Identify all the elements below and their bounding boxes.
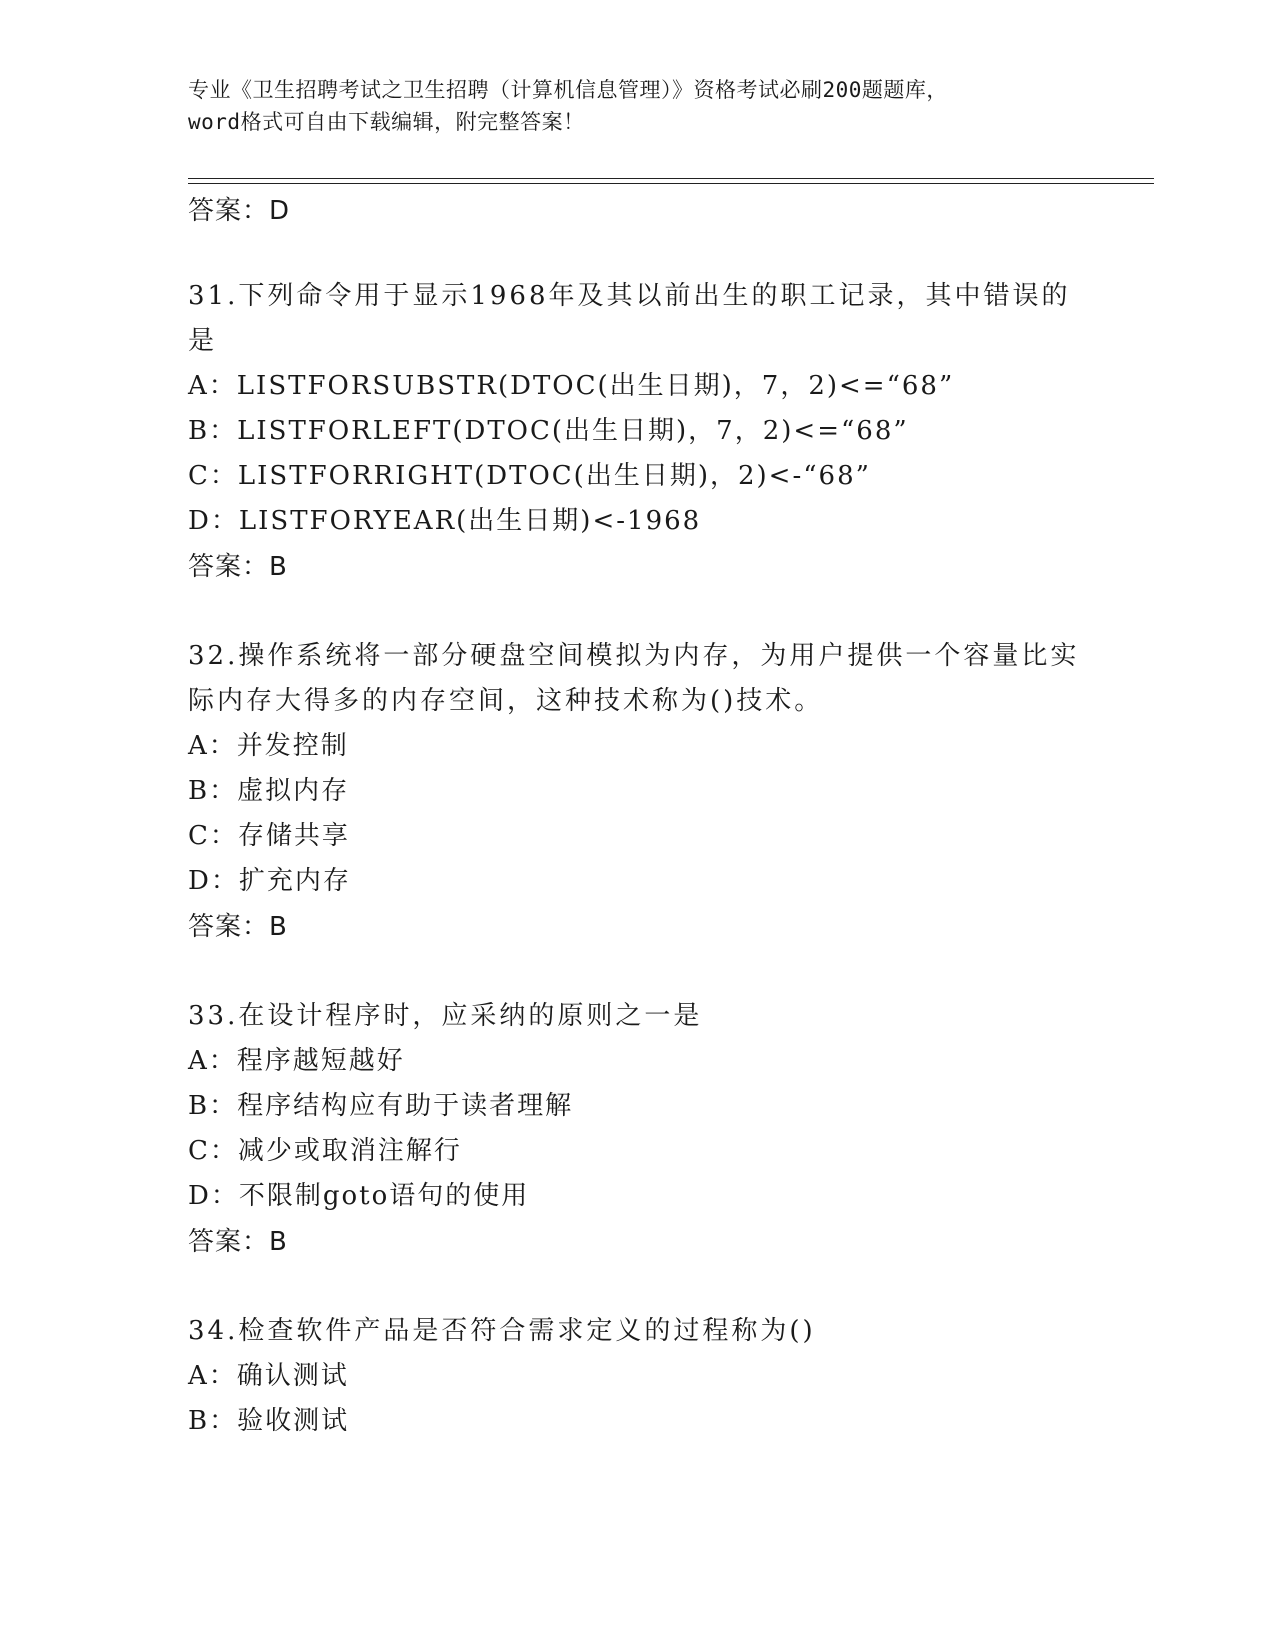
option-b: B：验收测试 — [188, 1406, 350, 1436]
header-line-2: word格式可自由下载编辑，附完整答案！ — [188, 110, 585, 134]
question-stem: 32.操作系统将一部分硬盘空间模拟为内存，为用户提供一个容量比实 — [188, 641, 1080, 671]
question-block-31 — [188, 274, 1088, 590]
question-block-33 — [188, 994, 1088, 1265]
document-body — [188, 188, 1088, 1444]
question-stem: 31.下列命令用于显示1968年及其以前出生的职工记录，其中错误的 — [188, 281, 1071, 311]
question-stem-continued: 是 — [188, 326, 218, 356]
document-header — [188, 74, 1088, 138]
option-b: B：虚拟内存 — [188, 776, 350, 806]
option-a: A：程序越短越好 — [188, 1046, 405, 1076]
header-line-1: 专业《卫生招聘考试之卫生招聘（计算机信息管理）》资格考试必刷200题题库， — [188, 78, 948, 102]
option-d: D：不限制goto语句的使用 — [188, 1181, 530, 1211]
option-a: A：LISTFORSUBSTR(DTOC(出生日期)，7，2)<=“68” — [188, 371, 955, 401]
option-a: A：并发控制 — [188, 731, 349, 761]
option-c: C：LISTFORRIGHT(DTOC(出生日期)，2)<-“68” — [188, 461, 871, 491]
answer-text: 答案：B — [188, 552, 288, 582]
option-d: D：扩充内存 — [188, 866, 351, 896]
option-a: A：确认测试 — [188, 1361, 349, 1391]
question-stem: 33.在设计程序时，应采纳的原则之一是 — [188, 1001, 703, 1031]
option-b: B：程序结构应有助于读者理解 — [188, 1091, 574, 1121]
option-c: C：存储共享 — [188, 821, 350, 851]
option-b: B：LISTFORLEFT(DTOC(出生日期)，7，2)<=“68” — [188, 416, 909, 446]
answer-text: 答案：D — [188, 196, 291, 226]
option-c: C：减少或取消注解行 — [188, 1136, 462, 1166]
question-stem: 34.检查软件产品是否符合需求定义的过程称为() — [188, 1316, 816, 1346]
question-stem-continued: 际内存大得多的内存空间，这种技术称为()技术。 — [188, 686, 824, 716]
answer-text: 答案：B — [188, 912, 288, 942]
header-divider — [188, 178, 1154, 184]
question-block-32 — [188, 634, 1088, 950]
option-d: D：LISTFORYEAR(出生日期)<-1968 — [188, 506, 702, 536]
question-block-34 — [188, 1309, 1088, 1444]
answer-text: 答案：B — [188, 1227, 288, 1257]
